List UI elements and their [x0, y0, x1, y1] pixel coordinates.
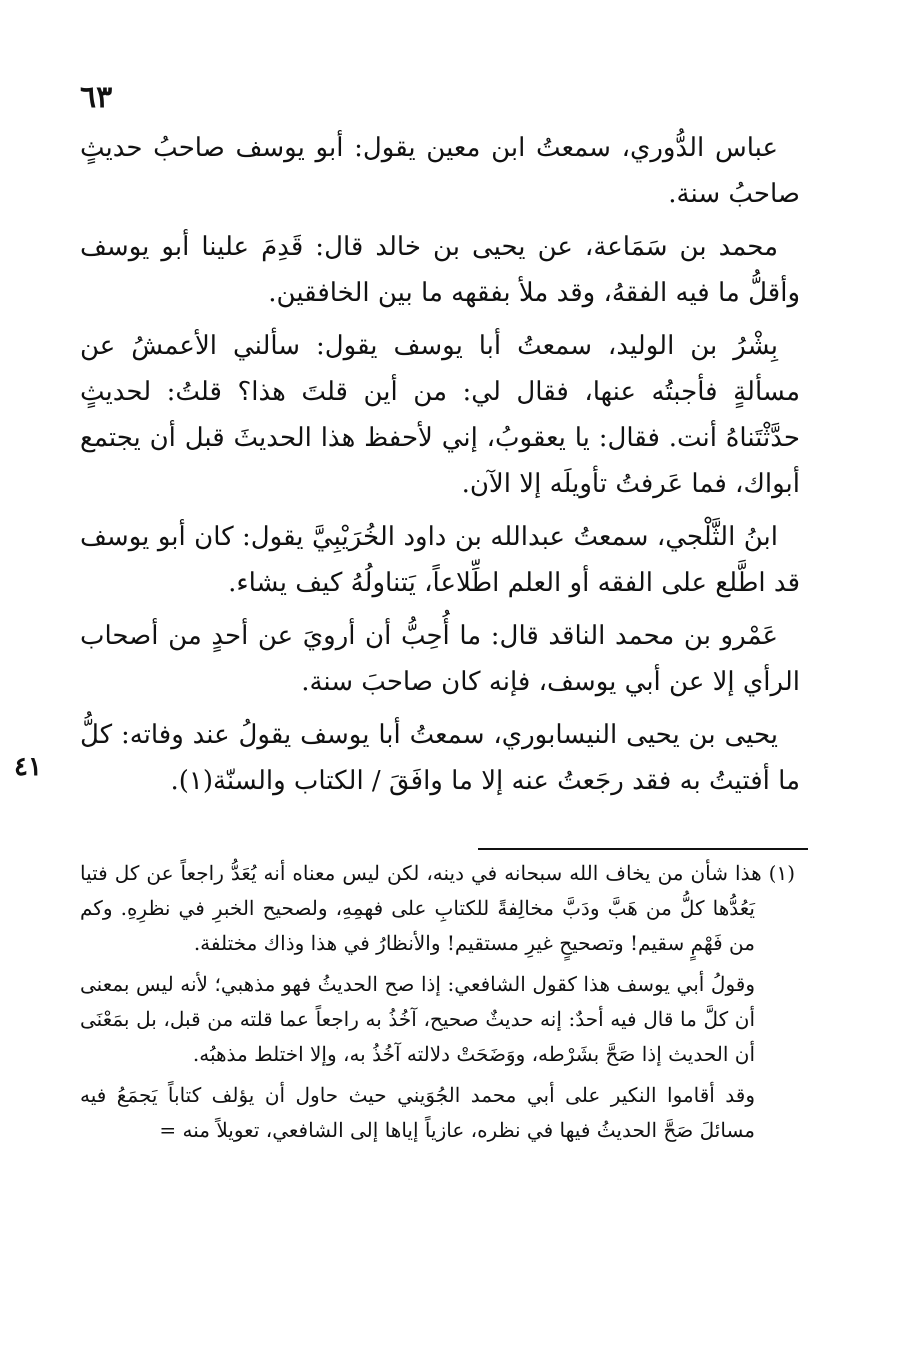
paragraph-yahya-ibn-yahya: يحيى بن يحيى النيسابوري، سمعتُ أبا يوسف يقولُ عند وفاته: كلُّ ما أفتيتُ به فقد رجَعتُ عنه إلا ما وافَقَ / الكتاب والسنّة(١).	[80, 720, 800, 796]
paragraph-ibn-althalji: ابنُ الثَّلْجي، سمعتُ عبدالله بن داود الخُرَيْبِيَّ يقول: كان أبو يوسف قد اطَّلع على الفقه أو العلم اطِّلاعاً، يَتناولُهُ كيف يشاء.	[80, 522, 800, 598]
margin-page-marker: ٤١	[14, 752, 42, 782]
paragraph-bishr-ibn-alwalid: بِشْرُ بن الوليد، سمعتُ أبا يوسف يقول: سألني الأعمشُ عن مسألةٍ فأجبتُه عنها، فقال لي: من أين قلتَ هذا؟ قلتُ: لحديثٍ حدَّثْتَناهُ أنت. فقال: يا يعقوبُ، إني لأحفظ هذا الحديثَ قبل أن يجتمع أبواك، فما عَرفتُ تأويلَه إلا الآن.	[80, 331, 800, 499]
footnote-1-continued: وقولُ أبي يوسف هذا كقول الشافعي: إذا صح الحديثُ فهو مذهبي؛ لأنه ليس بمعنى أن كلَّ ما قال فيه أحدٌ: إنه حديثٌ صحيح، آخُذُ به راجعاً عما قلته من قبل، بل بمَعْنَى أن الحديث إذا صَحَّ بشَرْطه، ووَضَحَتْ دلالته آخُذُ به، وإلا اختلط مذهبُه.	[80, 972, 756, 1066]
paragraph-abbas-aldouri: عباس الدُّوري، سمعتُ ابن معين يقول: أبو يوسف صاحبُ حديثٍ صاحبُ سنة.	[80, 133, 800, 209]
footnote-1-continued-2: وقد أقاموا النكير على أبي محمد الجُوَيني حيث حاول أن يؤلف كتاباً يَجمَعُ فيه مسائلَ صَحَّ الحديثُ فيها في نظره، عازياً إياها إلى الشافعي، تعويلاً منه =	[80, 1083, 755, 1142]
main-text	[80, 125, 800, 811]
paragraph-muhammad-ibn-samaa: محمد بن سَمَاعة، عن يحيى بن خالد قال: قَدِمَ علينا أبو يوسف وأقلُّ ما فيه الفقهُ، وقد ملأ بفقهه ما بين الخافقين.	[80, 232, 800, 308]
footnote-divider	[478, 848, 808, 850]
page-number: ٦٣	[80, 80, 113, 115]
footnote-1: (١) هذا شأن من يخاف الله سبحانه في دينه، لكن ليس معناه أنه يُعَدُّ راجعاً عن كل فتيا يَعُدُّها كلُّ من هَبَّ ودَبَّ مخالِفةً للكتابِ على فهمِهِ، ولصحيح الخبرِ في نظرِهِ. وكم من فَهْمٍ سقيم! وتصحيحٍ غيرِ مستقيم! والأنظارُ في هذا وذاك مختلفة.	[80, 861, 795, 955]
footnotes	[80, 856, 795, 1154]
paragraph-amr-ibn-muhammad: عَمْرو بن محمد الناقد قال: ما أُحِبُّ أن أرويَ عن أحدٍ من أصحاب الرأي إلا عن أبي يوسف، فإنه كان صاحبَ سنة.	[80, 621, 800, 697]
